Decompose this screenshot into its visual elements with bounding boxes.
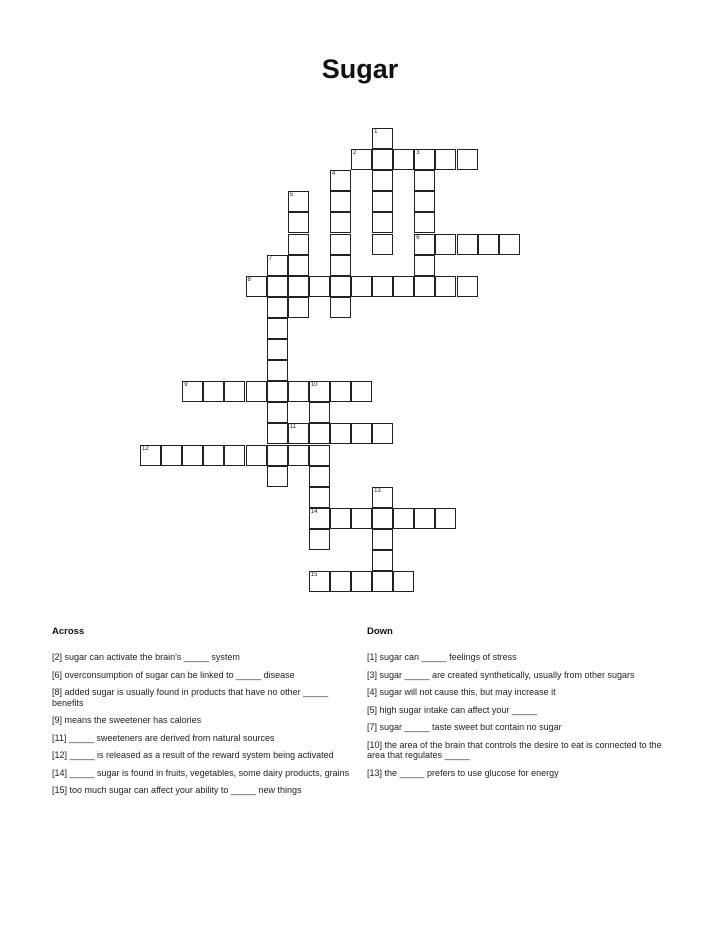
clue-text: overconsumption of sugar can be linked to _____ disease — [62, 669, 295, 680]
grid-cell[interactable] — [267, 445, 288, 466]
across-clue — [52, 687, 352, 708]
cell-number: 14 — [310, 508, 318, 515]
grid-cell[interactable] — [393, 276, 414, 297]
clue-number: [15] — [52, 785, 68, 795]
grid-cell[interactable] — [267, 402, 288, 423]
down-clue-list — [367, 652, 667, 778]
cell-number: 13 — [374, 487, 381, 494]
grid-cell[interactable] — [414, 276, 435, 297]
down-clue — [367, 670, 667, 681]
down-clue — [367, 652, 667, 663]
grid-cell[interactable] — [435, 508, 456, 529]
grid-cell[interactable] — [414, 170, 435, 191]
cell-number: 1 — [374, 129, 378, 135]
grid-cell[interactable] — [393, 149, 414, 170]
clue-number: [6] — [52, 669, 63, 680]
grid-cell[interactable] — [457, 276, 478, 297]
grid-cell[interactable] — [309, 508, 330, 529]
cell-number: 10 — [310, 382, 318, 389]
grid-cell[interactable] — [351, 381, 372, 402]
grid-cell[interactable] — [267, 466, 288, 487]
down-clues — [367, 626, 667, 785]
grid-cell[interactable] — [203, 381, 224, 402]
grid-cell[interactable] — [351, 276, 372, 297]
grid-cell[interactable] — [330, 276, 351, 297]
grid-cell[interactable] — [330, 191, 351, 212]
grid-cell[interactable] — [288, 212, 309, 233]
down-heading: Down — [367, 626, 393, 637]
clue-number: [3] — [367, 669, 378, 680]
across-clue — [52, 670, 352, 681]
grid-cell[interactable] — [309, 571, 330, 592]
grid-cell[interactable] — [288, 255, 309, 276]
grid-cell[interactable] — [246, 276, 267, 297]
grid-cell[interactable] — [372, 149, 393, 170]
grid-cell[interactable] — [267, 276, 288, 297]
clue-text: added sugar is usually found in products that have no other _____ benefits — [52, 687, 329, 708]
clue-text: sugar _____ are created synthetically, usually from other sugars — [377, 669, 635, 680]
clue-text: the area of the brain that controls the desire to eat is connected to the area that regulates _____ — [367, 739, 662, 760]
grid-cell[interactable] — [351, 571, 372, 592]
grid-cell[interactable] — [267, 318, 288, 339]
grid-cell[interactable] — [414, 508, 435, 529]
clue-text: _____ sugar is found in fruits, vegetables, some dairy products, grains — [67, 767, 350, 778]
grid-cell[interactable] — [457, 234, 478, 255]
cell-number: 3 — [416, 150, 420, 157]
grid-cell[interactable] — [330, 170, 351, 191]
grid-cell[interactable] — [330, 423, 351, 444]
grid-cell[interactable] — [161, 445, 182, 466]
grid-cell[interactable] — [246, 445, 267, 466]
grid-cell[interactable] — [288, 297, 309, 318]
grid-cell[interactable] — [309, 466, 330, 487]
clue-number: [9] — [52, 715, 63, 725]
grid-cell[interactable] — [330, 297, 351, 318]
clue-number: [8] — [52, 687, 63, 697]
clue-number: [2] — [52, 652, 63, 662]
clue-text: _____ is released as a result of the reward system being activated — [67, 750, 334, 760]
across-clue — [52, 733, 352, 744]
grid-cell[interactable] — [414, 255, 435, 276]
clue-number: [12] — [52, 750, 68, 760]
grid-cell[interactable] — [140, 445, 161, 466]
grid-cell[interactable] — [267, 423, 288, 444]
grid-cell[interactable] — [330, 508, 351, 529]
grid-cell[interactable] — [372, 234, 393, 255]
grid-cell[interactable] — [414, 191, 435, 212]
grid-cell[interactable] — [309, 445, 330, 466]
grid-cell[interactable] — [372, 487, 393, 508]
grid-cell[interactable] — [414, 149, 435, 170]
grid-cell[interactable] — [267, 360, 288, 381]
down-clue — [367, 740, 667, 761]
clue-number: [13] — [367, 767, 383, 778]
grid-cell[interactable] — [267, 381, 288, 402]
grid-cell[interactable] — [372, 191, 393, 212]
clue-text: high sugar intake can affect your _____ — [377, 704, 537, 715]
cell-number: 9 — [184, 382, 188, 389]
down-clue — [367, 768, 667, 779]
grid-cell[interactable] — [330, 234, 351, 255]
grid-cell[interactable] — [414, 212, 435, 233]
grid-cell[interactable] — [309, 402, 330, 423]
grid-cell[interactable] — [372, 170, 393, 191]
grid-cell[interactable] — [309, 276, 330, 297]
grid-cell[interactable] — [393, 508, 414, 529]
page-title: Sugar — [321, 54, 399, 84]
grid-cell[interactable] — [309, 423, 330, 444]
clue-number: [14] — [52, 767, 68, 778]
across-clue — [52, 652, 352, 663]
cell-number: 15 — [310, 572, 318, 579]
clue-text: sugar _____ taste sweet but contain no sugar — [377, 722, 562, 732]
grid-cell[interactable] — [372, 212, 393, 233]
grid-cell[interactable] — [267, 255, 288, 276]
cell-number: 2 — [353, 150, 357, 157]
grid-cell[interactable] — [372, 550, 393, 571]
across-clues — [52, 626, 352, 803]
grid-cell[interactable] — [351, 149, 372, 170]
grid-cell[interactable] — [372, 128, 393, 149]
cell-number: 5 — [289, 192, 294, 199]
cell-number: 7 — [268, 255, 272, 262]
cell-number: 8 — [247, 276, 251, 283]
cell-number: 6 — [416, 234, 420, 241]
clue-text: means the sweetener has calories — [62, 715, 202, 725]
grid-cell[interactable] — [499, 234, 520, 255]
clue-text: the _____ prefers to use glucose for energy — [382, 767, 559, 778]
clue-number: [4] — [367, 687, 378, 697]
grid-cell[interactable] — [288, 234, 309, 255]
clue-number: [11] — [52, 732, 67, 743]
clue-text: too much sugar can affect your ability to _____ new things — [67, 785, 302, 795]
down-clue — [367, 705, 667, 716]
cell-number: 11 — [289, 424, 296, 431]
grid-cell[interactable] — [309, 381, 330, 402]
grid-cell[interactable] — [435, 234, 456, 255]
clue-text: _____ sweeteners are derived from natural sources — [66, 732, 275, 743]
grid-cell[interactable] — [288, 276, 309, 297]
across-clue-list — [52, 652, 352, 796]
across-heading: Across — [52, 626, 85, 637]
grid-cell[interactable] — [182, 445, 203, 466]
grid-cell[interactable] — [309, 529, 330, 550]
grid-cell[interactable] — [330, 212, 351, 233]
grid-cell[interactable] — [267, 297, 288, 318]
clue-number: [5] — [367, 704, 378, 715]
grid-cell[interactable] — [372, 276, 393, 297]
grid-cell[interactable] — [351, 423, 372, 444]
grid-cell[interactable] — [246, 381, 267, 402]
grid-cell[interactable] — [224, 445, 245, 466]
grid-cell[interactable] — [267, 339, 288, 360]
grid-cell[interactable] — [393, 571, 414, 592]
grid-cell[interactable] — [372, 508, 393, 529]
cell-number: 4 — [331, 171, 336, 178]
across-clue — [52, 768, 352, 779]
across-clue — [52, 785, 352, 796]
clue-number: [1] — [367, 652, 378, 662]
clue-text: sugar will not cause this, but may increase it — [377, 687, 556, 697]
grid-cell[interactable] — [288, 191, 309, 212]
grid-cell[interactable] — [203, 445, 224, 466]
grid-cell[interactable] — [330, 381, 351, 402]
grid-cell[interactable] — [224, 381, 245, 402]
across-clue — [52, 715, 352, 726]
grid-cell[interactable] — [435, 276, 456, 297]
grid-cell[interactable] — [478, 234, 499, 255]
grid-cell[interactable] — [182, 381, 203, 402]
cell-number: 12 — [142, 445, 149, 452]
clue-number: [10] — [367, 739, 383, 750]
grid-cell[interactable] — [288, 423, 309, 444]
grid-cell[interactable] — [435, 149, 456, 170]
grid-cell[interactable] — [372, 423, 393, 444]
grid-cell[interactable] — [457, 149, 478, 170]
grid-cell[interactable] — [414, 234, 435, 255]
grid-cell[interactable] — [309, 487, 330, 508]
grid-cell[interactable] — [330, 571, 351, 592]
down-clue — [367, 722, 667, 733]
clue-text: sugar can activate the brain's _____ system — [62, 652, 240, 662]
grid-cell[interactable] — [372, 571, 393, 592]
grid-cell[interactable] — [372, 529, 393, 550]
clue-number: [7] — [367, 722, 378, 732]
down-clue — [367, 687, 667, 698]
across-clue — [52, 750, 352, 761]
grid-cell[interactable] — [330, 255, 351, 276]
grid-cell[interactable] — [351, 508, 372, 529]
clue-text: sugar can _____ feelings of stress — [377, 652, 517, 662]
grid-cell[interactable] — [288, 381, 309, 402]
grid-cell[interactable] — [288, 445, 309, 466]
